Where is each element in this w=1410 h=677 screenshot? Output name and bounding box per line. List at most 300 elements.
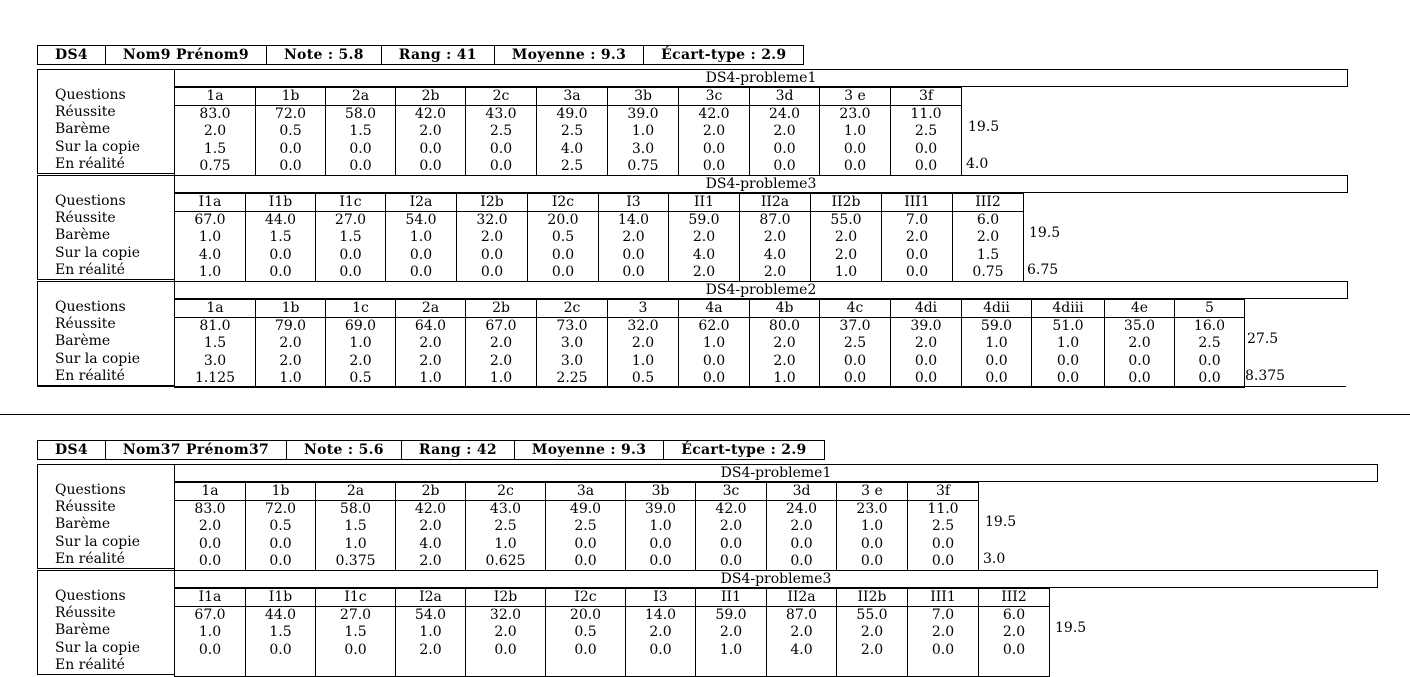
table-cell: 1.0 (326, 335, 396, 352)
row-label: Barème (55, 121, 111, 138)
header-note: Note : 5.6 (287, 441, 402, 459)
table-cell: 0.75 (608, 158, 679, 176)
table-cell: 0.0 (626, 536, 696, 553)
table-cell: 0.0 (696, 536, 767, 553)
table-cell: 1.0 (466, 370, 537, 388)
header-ecart: Écart-type : 2.9 (661, 47, 787, 63)
table-cell: 0.0 (679, 141, 750, 158)
row-labels (37, 482, 175, 569)
table-cell: 79.0 (256, 318, 326, 336)
table-cell: 4a (679, 300, 750, 318)
table-cell: 2.0 (466, 335, 537, 352)
table-cell: I1a (175, 589, 246, 607)
section-bottom-rule (37, 386, 1346, 387)
row-labels (37, 193, 175, 280)
table-cell: I2b (457, 194, 528, 212)
table-cell: 59.0 (962, 318, 1032, 336)
table-cell: 1.0 (175, 264, 246, 282)
table-cell: 1c (326, 300, 396, 318)
table-cell: 2a (326, 88, 396, 106)
table-cell: 3 e (820, 88, 891, 106)
table-cell: 42.0 (696, 501, 767, 519)
table-cell: I1b (246, 589, 316, 607)
scores-table (174, 299, 1245, 388)
table-cell: 0.0 (1032, 370, 1105, 388)
table-cell: 2.0 (457, 229, 528, 246)
table-cell: 0.0 (891, 158, 962, 176)
table-cell: 2.5 (1175, 335, 1245, 352)
table-row (175, 229, 1024, 246)
table-cell: 1.5 (316, 624, 396, 641)
table-cell: 0.0 (908, 553, 979, 571)
table-row (175, 158, 962, 176)
table-cell: 32.0 (457, 212, 528, 230)
student-header (37, 440, 825, 460)
section-top-rule (37, 69, 174, 70)
table-cell: 2c (466, 483, 546, 501)
row-label: Réussite (55, 499, 116, 516)
table-cell: 0.5 (246, 518, 316, 535)
table-cell (175, 659, 246, 677)
table-cell: 59.0 (696, 607, 767, 625)
table-cell: 0.0 (246, 553, 316, 571)
table-cell: I2a (396, 589, 466, 607)
table-cell: 2.0 (396, 642, 466, 659)
table-cell: 67.0 (175, 607, 246, 625)
table-cell: III2 (979, 589, 1050, 607)
table-row (175, 106, 962, 124)
table-cell: 0.0 (1105, 353, 1175, 370)
table-cell: 0.0 (246, 247, 316, 264)
table-cell: 0.0 (175, 642, 246, 659)
table-cell (908, 659, 979, 677)
table-cell: 39.0 (891, 318, 962, 336)
table-cell: II1 (669, 194, 740, 212)
row-label: En réalité (55, 155, 125, 172)
scores-table (174, 482, 979, 571)
table-cell: 69.0 (326, 318, 396, 336)
table-cell: 0.0 (326, 141, 396, 158)
table-cell: 4b (750, 300, 820, 318)
table-cell: 2.0 (740, 229, 811, 246)
table-cell: 2b (396, 483, 466, 501)
table-cell: 0.0 (175, 536, 246, 553)
table-cell: 43.0 (466, 501, 546, 519)
table-cell: 2.0 (669, 264, 740, 282)
table-cell: 0.0 (316, 642, 396, 659)
row-label: Questions (55, 87, 126, 103)
table-cell: 83.0 (175, 106, 256, 124)
table-cell: 3.0 (537, 335, 608, 352)
header-ds: DS4 (38, 46, 106, 64)
table-cell: 1a (175, 88, 256, 106)
table-cell: 35.0 (1105, 318, 1175, 336)
table-cell: 87.0 (740, 212, 811, 230)
table-cell: 11.0 (891, 106, 962, 124)
bareme-total: 19.5 (985, 514, 1017, 531)
table-cell: 0.0 (256, 158, 326, 176)
table-cell: 1.0 (396, 624, 466, 641)
table-cell: 54.0 (386, 212, 457, 230)
section-top-rule (37, 281, 174, 282)
table-cell: 0.0 (696, 553, 767, 571)
table-cell: 20.0 (528, 212, 599, 230)
realite-total: 8.375 (1245, 367, 1286, 384)
table-cell: 0.0 (908, 642, 979, 659)
table-cell: 3d (750, 88, 820, 106)
row-label: Barème (55, 333, 111, 350)
section-top-rule (37, 464, 174, 465)
table-cell: 2.0 (767, 624, 837, 641)
table-cell: 4e (1105, 300, 1175, 318)
table-cell: 0.0 (679, 370, 750, 388)
table-cell: 0.5 (326, 370, 396, 388)
table-cell: 1.0 (256, 370, 326, 388)
row-label: Sur la copie (55, 639, 141, 656)
scores-table (174, 193, 1024, 282)
table-cell: 2.0 (837, 624, 908, 641)
table-cell: I1a (175, 194, 246, 212)
table-cell: 3c (696, 483, 767, 501)
table-cell: 1.0 (679, 335, 750, 352)
table-cell: 3.0 (175, 353, 256, 370)
table-cell: 1.0 (608, 353, 679, 370)
table-cell: 2.0 (679, 123, 750, 140)
table-cell: 3d (767, 483, 837, 501)
table-cell: 67.0 (175, 212, 246, 230)
table-cell: 0.0 (457, 247, 528, 264)
section-top-rule (37, 175, 174, 176)
table-cell: 1.0 (626, 518, 696, 535)
table-cell: 0.0 (528, 264, 599, 282)
section-title: DS4-probleme1 (174, 69, 1348, 87)
table-cell: 2.25 (537, 370, 608, 388)
section-title: DS4-probleme2 (174, 281, 1348, 299)
table-cell: 2c (466, 88, 537, 106)
table-cell: 42.0 (396, 106, 466, 124)
table-cell (396, 659, 466, 677)
table-cell: 0.0 (679, 353, 750, 370)
table-cell: 1.0 (750, 370, 820, 388)
header-name: Nom37 Prénom37 (106, 441, 287, 459)
table-row (175, 518, 979, 535)
table-cell: 0.0 (396, 158, 466, 176)
table-cell: 72.0 (246, 501, 316, 519)
table-cell: 1.5 (175, 335, 256, 352)
table-cell: 0.0 (466, 141, 537, 158)
table-cell: 0.0 (326, 158, 396, 176)
table-cell: 2.0 (256, 335, 326, 352)
row-label: Questions (55, 588, 126, 604)
table-cell: 0.0 (962, 370, 1032, 388)
header-ds: DS4 (38, 441, 106, 459)
header-moyenne: Moyenne : 9.3 (515, 441, 664, 459)
table-cell: 1.0 (1032, 335, 1105, 352)
table-cell: 3b (626, 483, 696, 501)
table-cell: 49.0 (546, 501, 626, 519)
page-separator (0, 414, 1410, 415)
row-label: En réalité (55, 261, 125, 278)
table-cell: 1.0 (820, 123, 891, 140)
table-cell (837, 659, 908, 677)
table-cell: 0.0 (767, 536, 837, 553)
table-cell: I2c (546, 589, 626, 607)
table-cell: I3 (599, 194, 669, 212)
row-labels (37, 588, 175, 675)
table-cell: 0.0 (466, 158, 537, 176)
table-cell: 2.0 (882, 229, 953, 246)
header-ecart: Écart-type : 2.9 (681, 442, 807, 458)
table-cell: 2.0 (396, 518, 466, 535)
table-cell: 4.0 (669, 247, 740, 264)
table-cell: 11.0 (908, 501, 979, 519)
header-note: Note : 5.8 (267, 46, 382, 64)
table-cell: I1b (246, 194, 316, 212)
realite-total: 3.0 (983, 550, 1006, 567)
bareme-total: 19.5 (1029, 225, 1061, 242)
header-name: Nom9 Prénom9 (106, 46, 267, 64)
table-cell: 1a (175, 483, 246, 501)
table-cell (546, 659, 626, 677)
scores-table (174, 87, 962, 176)
row-label: Sur la copie (55, 350, 141, 367)
table-cell: 1.5 (246, 229, 316, 246)
table-cell (246, 659, 316, 677)
table-cell: 6.0 (979, 607, 1050, 625)
table-cell: 0.0 (246, 642, 316, 659)
table-cell: 83.0 (175, 501, 246, 519)
table-cell: 0.0 (457, 264, 528, 282)
table-cell (696, 659, 767, 677)
table-cell: II2b (837, 589, 908, 607)
table-cell: 1b (246, 483, 316, 501)
table-cell: 2.0 (599, 229, 669, 246)
table-cell: 2.0 (953, 229, 1024, 246)
table-row (175, 501, 979, 519)
row-label: Sur la copie (55, 138, 141, 155)
table-cell: 39.0 (626, 501, 696, 519)
table-cell: 43.0 (466, 106, 537, 124)
table-cell: 0.0 (1032, 353, 1105, 370)
table-cell: 1.5 (246, 624, 316, 641)
table-cell: 1.0 (316, 536, 396, 553)
table-cell: 0.0 (466, 642, 546, 659)
table-row (175, 194, 1024, 212)
table-cell: 3.0 (537, 353, 608, 370)
table-cell: 0.0 (891, 370, 962, 388)
table-cell: 20.0 (546, 607, 626, 625)
row-label: Sur la copie (55, 244, 141, 261)
table-cell: 1b (256, 88, 326, 106)
table-cell: 0.625 (466, 553, 546, 571)
table-cell: 2.5 (537, 158, 608, 176)
table-cell: 4.0 (537, 141, 608, 158)
table-row (175, 353, 1245, 370)
table-cell: 2.0 (750, 353, 820, 370)
section-title: DS4-probleme3 (174, 175, 1348, 193)
table-cell: 4dii (962, 300, 1032, 318)
table-cell: 0.0 (1175, 353, 1245, 370)
table-cell: 2.0 (396, 553, 466, 571)
row-label: Réussite (55, 605, 116, 622)
table-row (175, 607, 1050, 625)
table-row (175, 141, 962, 158)
row-label: Questions (55, 193, 126, 209)
table-cell: 3a (546, 483, 626, 501)
row-label: Questions (55, 299, 126, 315)
table-cell: 2.0 (466, 353, 537, 370)
table-row (175, 335, 1245, 352)
row-label: En réalité (55, 367, 125, 384)
table-cell: 58.0 (326, 106, 396, 124)
table-row (175, 624, 1050, 641)
row-labels (37, 299, 175, 386)
table-cell: 7.0 (908, 607, 979, 625)
table-cell: 0.0 (599, 247, 669, 264)
table-cell: 2.0 (750, 335, 820, 352)
table-cell: II2a (767, 589, 837, 607)
table-cell: 0.0 (386, 247, 457, 264)
table-cell: 1.0 (386, 229, 457, 246)
table-cell: 1.5 (175, 141, 256, 158)
table-row (175, 589, 1050, 607)
table-cell: 0.0 (908, 536, 979, 553)
table-cell: 0.0 (599, 264, 669, 282)
table-cell: 42.0 (396, 501, 466, 519)
table-cell: II2a (740, 194, 811, 212)
bareme-total: 27.5 (1247, 331, 1279, 348)
table-cell: 3f (908, 483, 979, 501)
table-cell: 0.0 (750, 158, 820, 176)
table-cell: 0.0 (820, 158, 891, 176)
table-cell: 23.0 (820, 106, 891, 124)
table-row (175, 318, 1245, 336)
table-cell: 2.5 (546, 518, 626, 535)
table-cell: 2b (466, 300, 537, 318)
table-cell (466, 659, 546, 677)
table-cell: 0.0 (396, 141, 466, 158)
table-cell: 7.0 (882, 212, 953, 230)
table-cell: 2.0 (979, 624, 1050, 641)
table-cell: 1.125 (175, 370, 256, 388)
table-cell: 0.0 (528, 247, 599, 264)
header-rang: Rang : 42 (402, 441, 515, 459)
table-cell: 14.0 (599, 212, 669, 230)
table-cell (316, 659, 396, 677)
table-cell: 3 e (837, 483, 908, 501)
table-cell: 2a (316, 483, 396, 501)
bareme-total: 19.5 (1055, 620, 1087, 637)
section-top-rule (37, 570, 174, 571)
table-cell: 2.0 (891, 335, 962, 352)
table-cell: I1c (316, 589, 396, 607)
table-row (175, 553, 979, 571)
table-cell: 0.75 (953, 264, 1024, 282)
table-cell (767, 659, 837, 677)
table-cell: 49.0 (537, 106, 608, 124)
row-label: Réussite (55, 316, 116, 333)
table-cell: 1.5 (316, 229, 386, 246)
table-cell: 2.0 (669, 229, 740, 246)
table-cell: 2.0 (837, 642, 908, 659)
table-cell: 2.0 (908, 624, 979, 641)
row-label: Barème (55, 516, 111, 533)
table-cell: 1.0 (608, 123, 679, 140)
table-cell: 3a (537, 88, 608, 106)
table-cell: 72.0 (256, 106, 326, 124)
table-row (175, 642, 1050, 659)
table-cell: 1.0 (962, 335, 1032, 352)
table-cell: 24.0 (767, 501, 837, 519)
table-cell: 2c (537, 300, 608, 318)
table-cell: 2.0 (696, 624, 767, 641)
table-cell: 0.0 (256, 141, 326, 158)
table-cell: 0.0 (246, 536, 316, 553)
table-cell: I2b (466, 589, 546, 607)
table-row (175, 536, 979, 553)
table-cell: 2.5 (891, 123, 962, 140)
table-cell: 51.0 (1032, 318, 1105, 336)
table-cell: III1 (882, 194, 953, 212)
table-cell: 2.5 (908, 518, 979, 535)
table-cell: 0.0 (316, 247, 386, 264)
table-cell: 81.0 (175, 318, 256, 336)
table-cell: 16.0 (1175, 318, 1245, 336)
realite-total: 6.75 (1027, 261, 1059, 278)
table-cell: 2.0 (326, 353, 396, 370)
table-cell: 0.0 (386, 264, 457, 282)
table-cell: 2.0 (175, 518, 246, 535)
table-cell: 4diii (1032, 300, 1105, 318)
table-cell: 0.0 (891, 141, 962, 158)
table-cell: III2 (953, 194, 1024, 212)
table-cell: 44.0 (246, 607, 316, 625)
table-cell: 73.0 (537, 318, 608, 336)
table-cell: I2a (386, 194, 457, 212)
table-cell: 0.0 (546, 642, 626, 659)
table-cell: 0.0 (246, 264, 316, 282)
row-label: Barème (55, 622, 111, 639)
table-cell: 55.0 (837, 607, 908, 625)
table-row (175, 88, 962, 106)
table-cell: 2.0 (466, 624, 546, 641)
table-cell: 44.0 (246, 212, 316, 230)
table-cell: 4.0 (175, 247, 246, 264)
table-cell: 23.0 (837, 501, 908, 519)
table-cell: 1.0 (175, 229, 246, 246)
table-cell: 87.0 (767, 607, 837, 625)
row-label: En réalité (55, 656, 125, 673)
table-cell: 55.0 (811, 212, 882, 230)
table-cell: 2.0 (256, 353, 326, 370)
row-label: Sur la copie (55, 533, 141, 550)
header-rang: Rang : 41 (382, 46, 495, 64)
table-cell: 0.0 (979, 642, 1050, 659)
table-cell: 2.5 (820, 335, 891, 352)
table-cell: 2.0 (626, 624, 696, 641)
table-cell: 32.0 (608, 318, 679, 336)
table-cell: 2.0 (396, 353, 466, 370)
table-cell: 0.5 (256, 123, 326, 140)
table-cell: 2b (396, 88, 466, 106)
table-cell: 59.0 (669, 212, 740, 230)
table-cell: III1 (908, 589, 979, 607)
table-cell: 58.0 (316, 501, 396, 519)
table-cell: 2.0 (750, 123, 820, 140)
table-cell: 0.0 (1175, 370, 1245, 388)
row-label: Réussite (55, 210, 116, 227)
bareme-total: 19.5 (968, 119, 1000, 136)
